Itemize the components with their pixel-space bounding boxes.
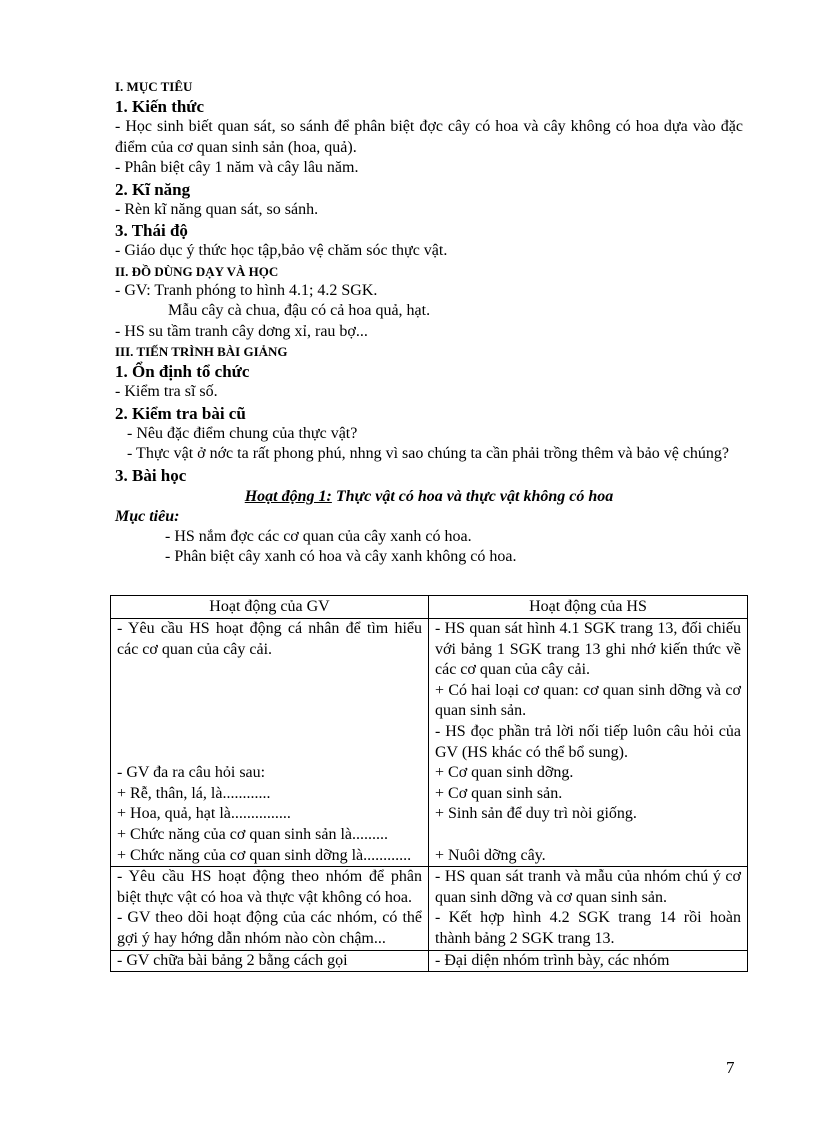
cell-line: - HS quan sát hình 4.1 SGK trang 13, đối chiếu với bảng 1 SGK trang 13 ghi nhớ kiến thức về các cơ quan của cây cải.: [435, 620, 741, 679]
cell-line: + Rễ, thân, lá, là............: [117, 784, 271, 802]
cell-line: - GV theo dõi hoạt động của các nhóm, có thể gợi ý hay hớng dẫn nhóm nào còn chậm...: [117, 909, 422, 947]
cell-line: + Sinh sản để duy trì nòi giống.: [435, 805, 637, 823]
header-teacher: Hoạt động của GV: [111, 596, 429, 619]
cell-line: - Kết hợp hình 4.2 SGK trang 14 rồi hoàn thành bảng 2 SGK trang 13.: [435, 909, 741, 947]
paragraph: - Học sinh biết quan sát, so sánh để phân biệt đợc cây có hoa và cây không có hoa dựa vào đặc điểm của cơ quan sinh sản (hoa, quả).: [115, 118, 743, 156]
table-row: [111, 950, 748, 972]
teacher-cell: [111, 619, 429, 867]
subsection-title-skills: 2. Kĩ năng: [115, 179, 191, 199]
cell-line: + Cơ quan sinh sản.: [435, 784, 563, 802]
cell-line: + Hoa, quả, hạt là...............: [117, 805, 291, 823]
cell-line: - GV chữa bài bảng 2 bằng cách gọi: [117, 951, 348, 969]
cell-line: + Cơ quan sinh dỡng.: [435, 764, 574, 782]
paragraph: - Rèn kĩ năng quan sát, so sánh.: [115, 200, 319, 218]
cell-line: - HS quan sát tranh và mẫu của nhóm chú ý cơ quan sinh dỡng và cơ quan sinh sản.: [435, 868, 741, 906]
cell-spacer: [117, 681, 422, 702]
activity-text: Thực vật có hoa và thực vật không có hoa: [331, 487, 614, 505]
cell-line: + Có hai loại cơ quan: cơ quan sinh dỡng và cơ quan sinh sản.: [435, 681, 741, 720]
student-cell: [429, 867, 748, 950]
paragraph: Mẫu cây cà chua, đậu có cả hoa quả, hạt.: [168, 302, 431, 319]
subsection-title-review: 2. Kiểm tra bài cũ: [115, 403, 246, 423]
question: - Nêu đặc điểm chung của thực vật?: [127, 424, 358, 442]
table-row: [111, 867, 748, 950]
subsection-title-knowledge: 1. Kiến thức: [115, 97, 205, 116]
subsection-title-lesson: 3. Bài học: [115, 465, 187, 485]
cell-spacer: [117, 743, 422, 764]
cell-line: - Đại diện nhóm trình bày, các nhóm: [435, 951, 670, 969]
cell-line: - GV đa ra câu hỏi sau:: [117, 764, 266, 782]
paragraph: - Phân biệt cây 1 năm và cây lâu năm.: [115, 159, 359, 176]
cell-line: + Nuôi dỡng cây.: [435, 846, 546, 864]
question: - Thực vật ở nớc ta rất phong phú, nhng vì sao chúng ta cần phải trồng thêm và bảo vệ chúng?: [127, 445, 730, 462]
teacher-cell: [111, 950, 429, 972]
table-header-row: [111, 596, 748, 619]
paragraph: - GV: Tranh phóng to hình 4.1; 4.2 SGK.: [115, 281, 378, 299]
cell-spacer: [117, 722, 422, 743]
student-cell: [429, 950, 748, 972]
paragraph: - HS su tầm tranh cây dơng xỉ, rau bợ...: [115, 322, 368, 340]
document-body: [115, 77, 743, 568]
subsection-title-attitude: 3. Thái độ: [115, 221, 188, 240]
cell-line: - Yêu cầu HS hoạt động theo nhóm để phân biệt thực vật có hoa và thực vật không có hoa.: [117, 868, 422, 906]
page-number: 7: [726, 1058, 735, 1077]
cell-spacer: [435, 825, 741, 846]
cell-line: - Yêu cầu HS hoạt động cá nhân để tìm hiểu các cơ quan của cây cải.: [117, 620, 422, 658]
section-title-objectives: I. MỤC TIÊU: [115, 79, 193, 94]
header-student: Hoạt động của HS: [429, 596, 748, 619]
paragraph: - Giáo dục ý thức học tập,bảo vệ chăm sóc thực vật.: [115, 242, 448, 259]
activity-label: Hoạt động 1:: [244, 487, 332, 505]
objective-item: - HS nắm đợc các cơ quan của cây xanh có hoa.: [165, 527, 472, 545]
cell-spacer: [117, 701, 422, 722]
table-row: [111, 619, 748, 867]
activity-heading: [115, 486, 743, 507]
objective-item: - Phân biệt cây xanh có hoa và cây xanh không có hoa.: [165, 548, 517, 565]
section-title-materials: II. ĐỒ DÙNG DẠY VÀ HỌC: [115, 263, 279, 279]
subsection-title-stabilize: 1. Ổn định tổ chức: [115, 362, 250, 381]
cell-line: + Chức năng của cơ quan sinh sản là.........: [117, 825, 388, 843]
activity-table: [110, 595, 748, 972]
teacher-cell: [111, 867, 429, 950]
section-title-procedure: III. TIẾN TRÌNH BÀI GIẢNG: [115, 344, 288, 359]
cell-line: + Chức năng của cơ quan sinh dỡng là............: [117, 846, 412, 864]
student-cell: [429, 619, 748, 867]
cell-spacer: [117, 660, 422, 681]
objective-label: Mục tiêu:: [115, 507, 180, 525]
paragraph: - Kiểm tra sĩ số.: [115, 383, 218, 400]
cell-line: - HS đọc phần trả lời nối tiếp luôn câu hỏi của GV (HS khác có thể bổ sung).: [435, 722, 741, 761]
